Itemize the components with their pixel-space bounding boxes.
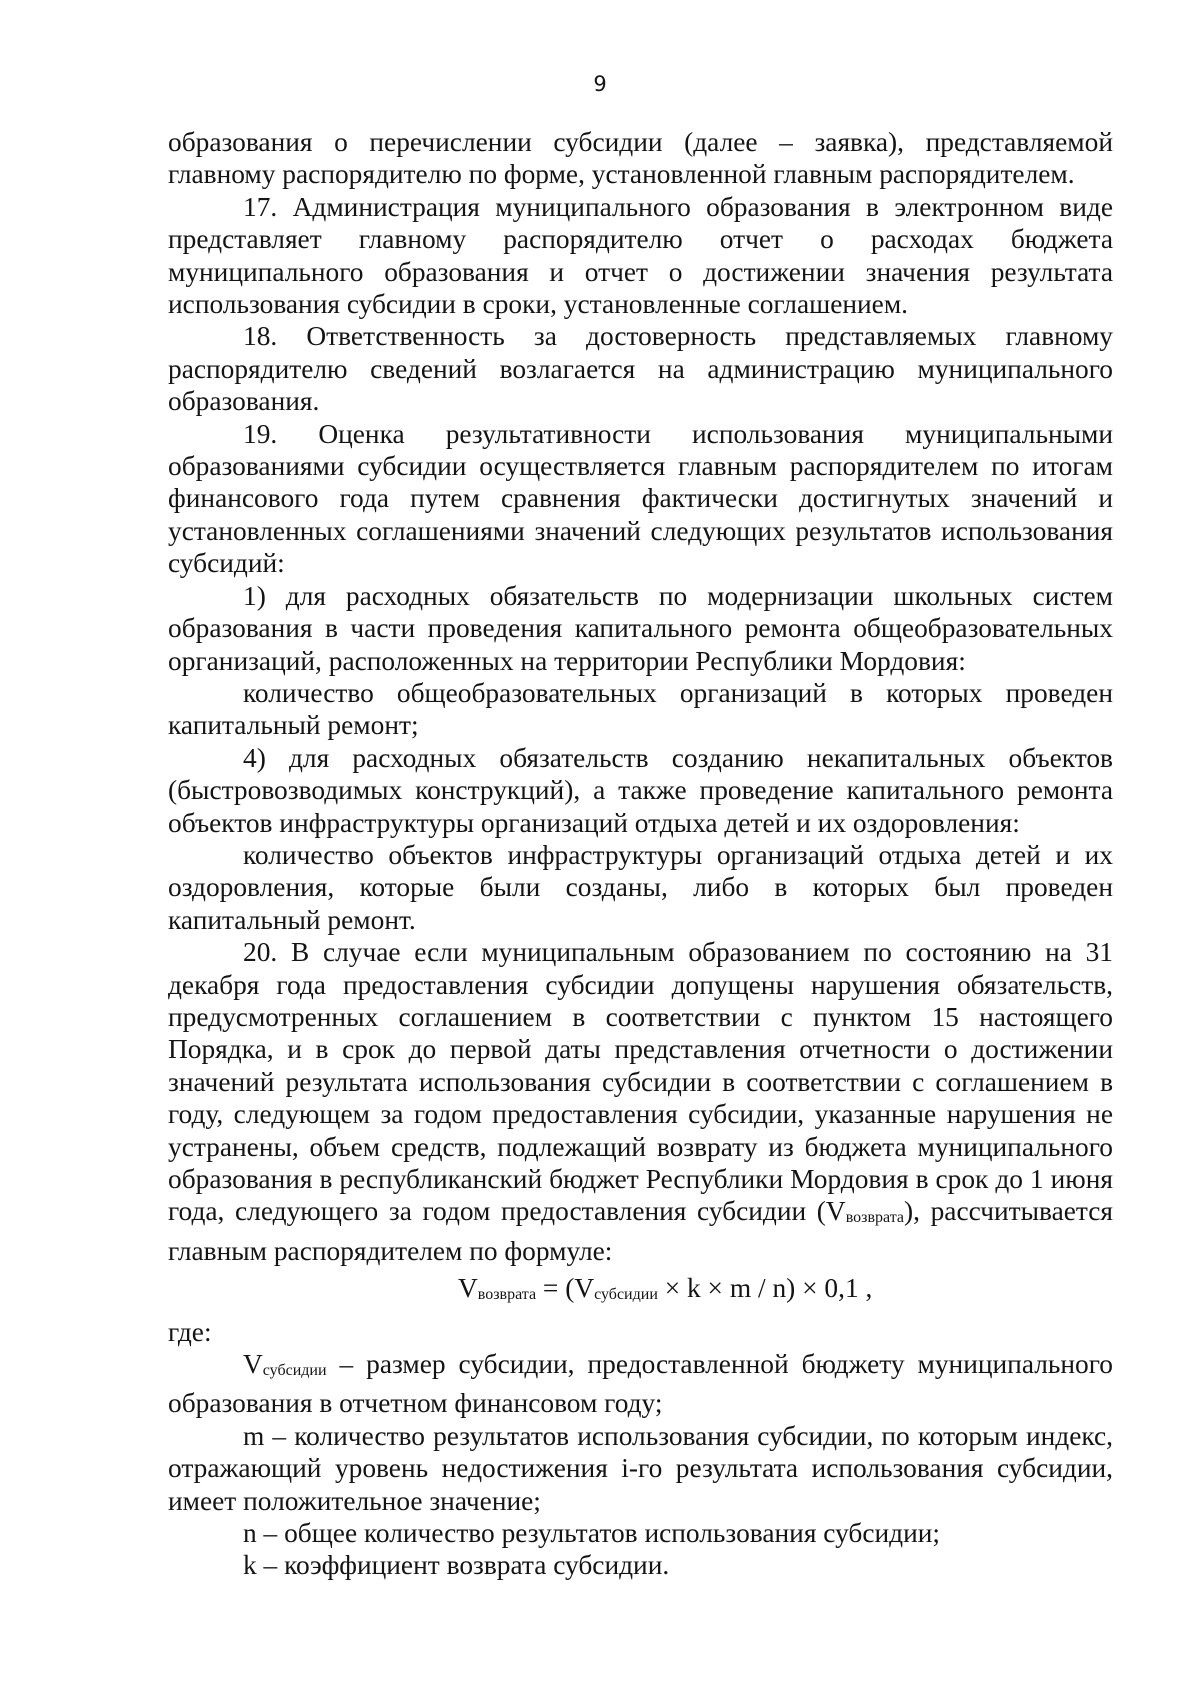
paragraph: k – коэффициент возврата субсидии. <box>243 1550 670 1581</box>
paragraph: 17. Администрация муниципального образования в электронном виде представляет главному распорядителю отчет о расходах бюджета муниципального образования и отчет о достижении значения результата использования субсидии в сроки, установленные соглашением. <box>168 191 1113 320</box>
paragraph: n – общее количество результатов использования субсидии; <box>243 1518 941 1549</box>
paragraph: Vсубсидии – размер субсидии, предоставленной бюджету муниципального образования в отчетном финансовом году; <box>168 1349 1113 1419</box>
paragraph: количество общеобразовательных организаций в которых проведен капитальный ремонт; <box>168 677 1113 741</box>
subscript: возврата <box>845 1209 905 1227</box>
paragraph: 19. Оценка результативности использования муниципальными образованиями субсидии осуществляется главным распорядителем по итогам финансового года путем сравнения фактически достигнутых значений и установленных соглашениями значений следующих результатов использования субсидий: <box>168 418 1113 579</box>
subscript: субсидии <box>262 1362 327 1380</box>
paragraph: m – количество результатов использования субсидии, по которым индекс, отражающий уровень недостижения i-го результата использования субсидии, имеет положительное значение; <box>168 1420 1113 1516</box>
paragraph: 20. В случае если муниципальным образованием по состоянию на 31 декабря года предоставления субсидии допущены нарушения обязательств, предусмотренных соглашением в соответствии с пунктом 15 настоящего Порядка, и в срок до первой даты представления отчетности о достижении значений результата использования субсидии в соответствии с соглашением в году, следующем за годом предоставления субсидии, указанные нарушения не устранены, объем средств, подлежащий возврату из бюджета муниципального образования в республиканский бюджет Республики Мордовия в срок до 1 июня года, следующего за годом предоставления субсидии (Vвозврата), рассчитывается главным распорядителем по формуле: <box>168 937 1113 1266</box>
paragraph: 4) для расходных обязательств созданию некапитальных объектов (быстровозводимых конструкций), а также проведение капитального ремонта объектов инфраструктуры организаций отдыха детей и их оздоровления: <box>168 742 1113 838</box>
paragraph: количество объектов инфраструктуры организаций отдыха детей и их оздоровления, которые были созданы, либо в которых был проведен капитальный ремонт. <box>168 839 1113 935</box>
page-number: 9 <box>593 72 607 96</box>
paragraph: где: <box>168 1316 212 1347</box>
paragraph: 1) для расходных обязательств по модернизации школьных систем образования в части проведения капитального ремонта общеобразовательных организаций, расположенных на территории Республики Мордовия: <box>168 580 1113 676</box>
subscript: субсидии <box>594 1286 658 1304</box>
subscript: возврата <box>477 1286 537 1304</box>
document-body <box>168 126 1113 1582</box>
paragraph: образования о перечислении субсидии (далее – заявка), представляемой главному распорядителю по форме, установленной главным распорядителем. <box>168 127 1113 190</box>
paragraph: 18. Ответственность за достоверность представляемых главному распорядителю сведений возлагается на администрацию муниципального образования. <box>168 321 1113 417</box>
formula: Vвозврата = (Vсубсидии × k × m / n) × 0,1 , <box>458 1273 873 1304</box>
